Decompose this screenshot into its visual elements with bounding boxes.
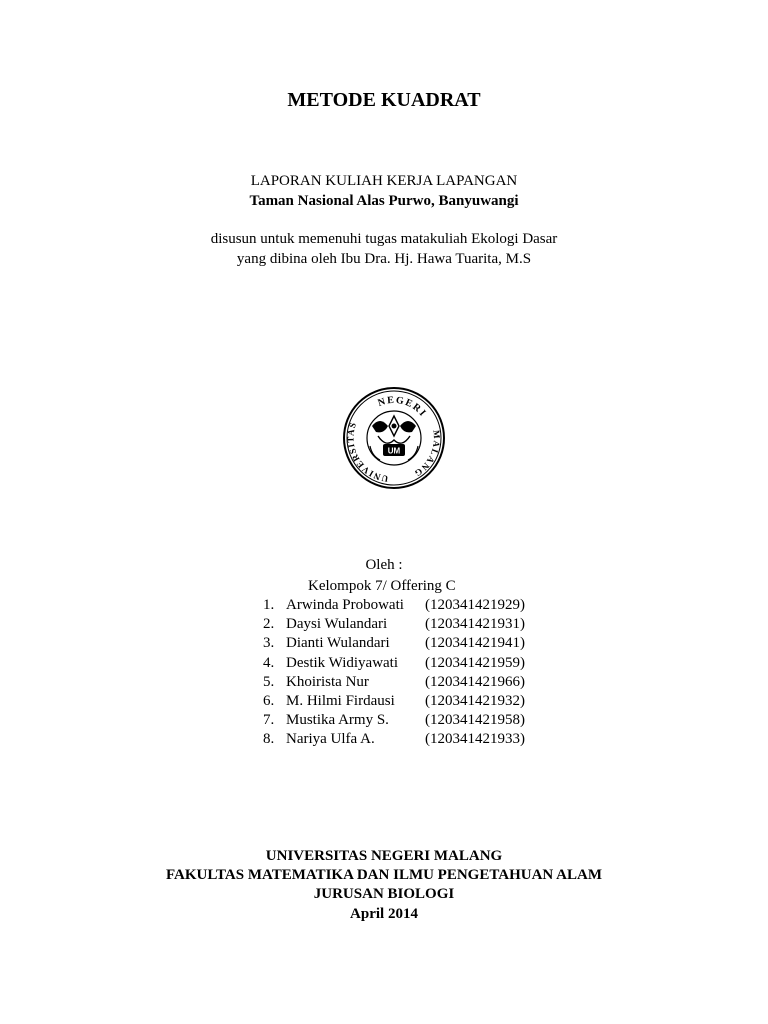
member-name: M. Hilmi Firdausi bbox=[286, 692, 395, 709]
member-number: 5. bbox=[263, 673, 275, 690]
group-name: Kelompok 7/ Offering C bbox=[308, 578, 456, 594]
member-number: 8. bbox=[263, 731, 275, 748]
member-id: (120341421941) bbox=[425, 635, 525, 652]
list-item bbox=[256, 654, 525, 673]
member-id: (120341421966) bbox=[425, 673, 525, 690]
member-id: (120341421931) bbox=[425, 616, 525, 633]
member-name: Nariya Ulfa A. bbox=[286, 731, 375, 748]
seal-text-top: NEGERI bbox=[376, 394, 429, 420]
list-item bbox=[256, 730, 525, 749]
footer-date: April 2014 bbox=[350, 906, 418, 922]
member-number: 6. bbox=[263, 692, 275, 709]
document-title: METODE KUADRAT bbox=[287, 89, 481, 111]
member-name: Arwinda Probowati bbox=[286, 597, 404, 613]
by-label: Oleh : bbox=[365, 557, 403, 573]
member-id: (120341421958) bbox=[425, 712, 525, 729]
report-type: LAPORAN KULIAH KERJA LAPANGAN bbox=[250, 173, 518, 189]
member-number: 2. bbox=[263, 616, 275, 633]
member-number: 1. bbox=[263, 597, 275, 613]
footer-university: UNIVERSITAS NEGERI MALANG bbox=[265, 848, 503, 864]
purpose-line-2: yang dibina oleh Ibu Dra. Hj. Hawa Tuarita, M.S bbox=[236, 251, 532, 267]
member-id: (120341421959) bbox=[425, 654, 525, 671]
member-name: Daysi Wulandari bbox=[286, 616, 388, 633]
list-item bbox=[256, 615, 525, 634]
member-id: (120341421932) bbox=[425, 692, 525, 709]
list-item bbox=[256, 673, 525, 692]
list-item bbox=[256, 596, 525, 615]
svg-text:NEGERI bbox=[376, 395, 428, 420]
list-item bbox=[256, 692, 525, 711]
footer-department: JURUSAN BIOLOGI bbox=[313, 886, 455, 902]
footer-faculty: FAKULTAS MATEMATIKA DAN ILMU PENGETAHUAN ALAM bbox=[166, 867, 602, 883]
university-seal-icon bbox=[342, 386, 446, 490]
member-name: Mustika Army S. bbox=[286, 712, 389, 729]
svg-text:MALANG bbox=[412, 430, 442, 480]
member-name: Destik Widiyawati bbox=[286, 654, 399, 671]
member-number: 7. bbox=[263, 712, 275, 729]
member-name: Dianti Wulandari bbox=[286, 635, 390, 652]
seal-center-text: UM bbox=[387, 446, 401, 456]
seal-text-right: MALANG bbox=[411, 429, 443, 480]
seal-text-left: UNIVERSITAS bbox=[345, 420, 389, 484]
member-id: (120341421929) bbox=[425, 597, 525, 613]
member-name: Khoirista Nur bbox=[286, 673, 369, 690]
member-number: 3. bbox=[263, 635, 275, 652]
list-item bbox=[256, 634, 525, 653]
member-number: 4. bbox=[263, 654, 275, 671]
list-item bbox=[256, 711, 525, 730]
member-id: (120341421933) bbox=[425, 731, 525, 748]
member-list bbox=[256, 596, 525, 750]
purpose-line-1: disusun untuk memenuhi tugas matakuliah Ekologi Dasar bbox=[210, 231, 558, 247]
report-location: Taman Nasional Alas Purwo, Banyuwangi bbox=[249, 193, 519, 209]
